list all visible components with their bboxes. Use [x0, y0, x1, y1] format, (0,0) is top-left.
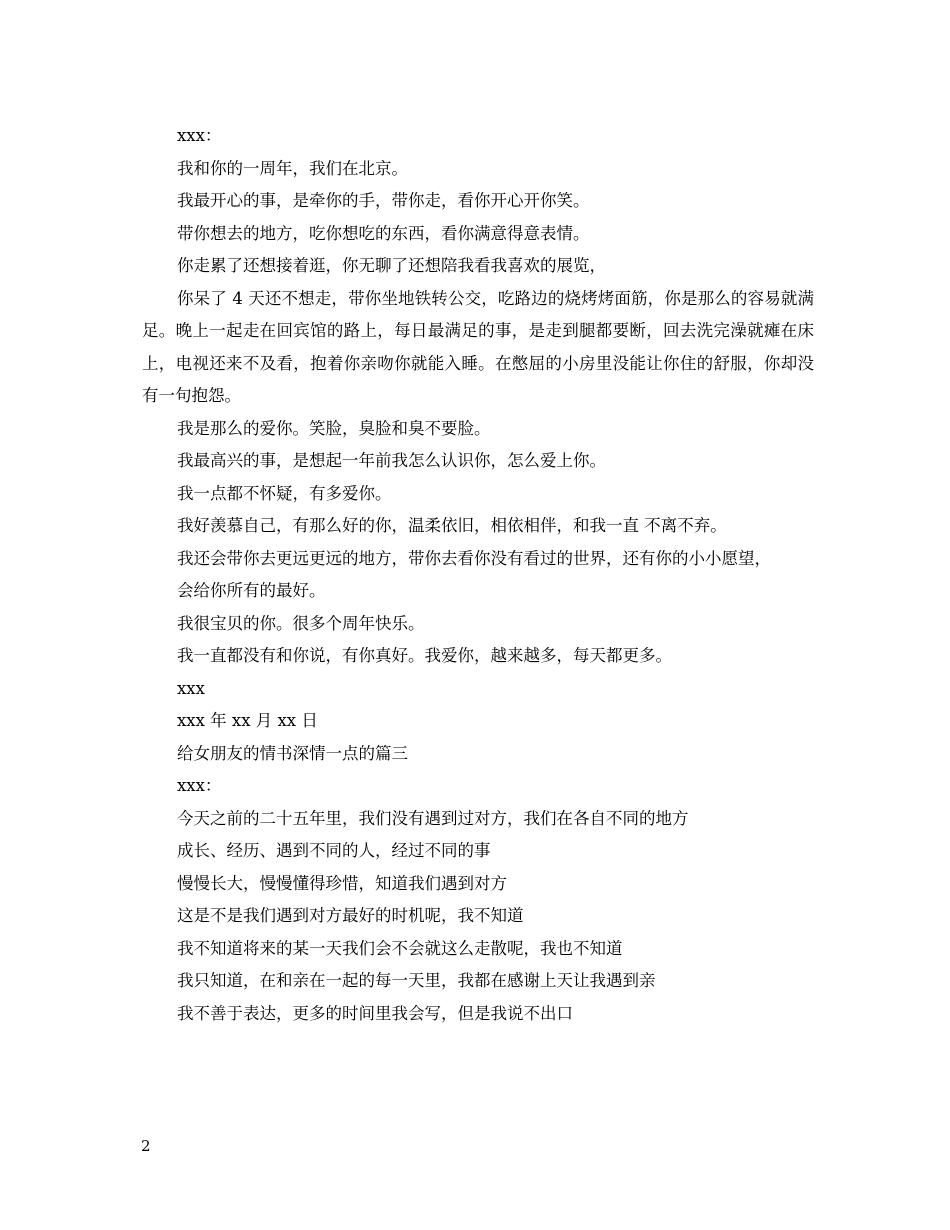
- paragraph: 我和你的一周年，我们在北京。: [177, 158, 408, 178]
- paragraph: 我最开心的事，是牵你的手，带你走，看你开心开你笑。: [177, 191, 590, 210]
- letter-body: [142, 120, 814, 1030]
- paragraph: 我很宝贝的你。很多个周年快乐。: [177, 613, 425, 633]
- paragraph: 我好羡慕自己，有那么好的你，温柔依旧，相依相伴，和我一直 不离不弃。: [177, 516, 727, 535]
- signature: xxx: [177, 678, 205, 698]
- paragraph: 我一点都不怀疑，有多爱你。: [177, 483, 392, 503]
- paragraph: 我不善于表达，更多的时间里我会写，但是我说不出口: [177, 1003, 573, 1023]
- paragraph: 慢慢长大，慢慢懂得珍惜，知道我们遇到对方: [177, 873, 507, 893]
- paragraph: 我一直都没有和你说，有你真好。我爱你，越来越多，每天都更多。: [177, 646, 672, 665]
- paragraph: 今天之前的二十五年里，我们没有遇到过对方，我们在各自不同的地方: [177, 808, 689, 828]
- paragraph: 我只知道，在和亲在一起的每一天里，我都在感谢上天让我遇到亲: [177, 971, 656, 990]
- paragraph: 你走累了还想接着逛，你无聊了还想陪我看我喜欢的展览，: [177, 256, 606, 275]
- salutation: xxx：: [177, 126, 222, 145]
- paragraph: 这是不是我们遇到对方最好的时机呢，我不知道: [177, 906, 524, 925]
- salutation: xxx：: [177, 776, 222, 795]
- paragraph: 我还会带你去更远更远的地方，带你去看你没有看过的世界，还有你的小小愿望，: [177, 548, 771, 568]
- paragraph: 你呆了 4 天还不想走，带你坐地铁转公交，吃路边的烧烤烤面筋，你是那么的容易就满足。晚上一起走在回宾馆的路上，每日最满足的事，是走到腿都要断，回去洗完澡就瘫在床上，电视还来不及看，抱着你亲吻你就能入睡。在憋屈的小房里没能让你住的舒服，你却没有一句抱怨。: [142, 288, 814, 405]
- paragraph: 成长、经历、遇到不同的人，经过不同的事: [177, 841, 491, 860]
- paragraph: 我是那么的爱你。笑脸，臭脸和臭不要脸。: [177, 418, 491, 438]
- page-number: 2: [141, 1137, 151, 1155]
- paragraph: 会给你所有的最好。: [177, 581, 326, 600]
- date-line: xxx 年 xx 月 xx 日: [177, 711, 318, 730]
- section-heading: 给女朋友的情书深情一点的篇三: [177, 743, 408, 763]
- paragraph: 我最高兴的事，是想起一年前我怎么认识你，怎么爱上你。: [177, 451, 606, 470]
- paragraph: 带你想去的地方，吃你想吃的东西，看你满意得意表情。: [177, 223, 590, 243]
- paragraph: 我不知道将来的某一天我们会不会就这么走散呢，我也不知道: [177, 938, 623, 958]
